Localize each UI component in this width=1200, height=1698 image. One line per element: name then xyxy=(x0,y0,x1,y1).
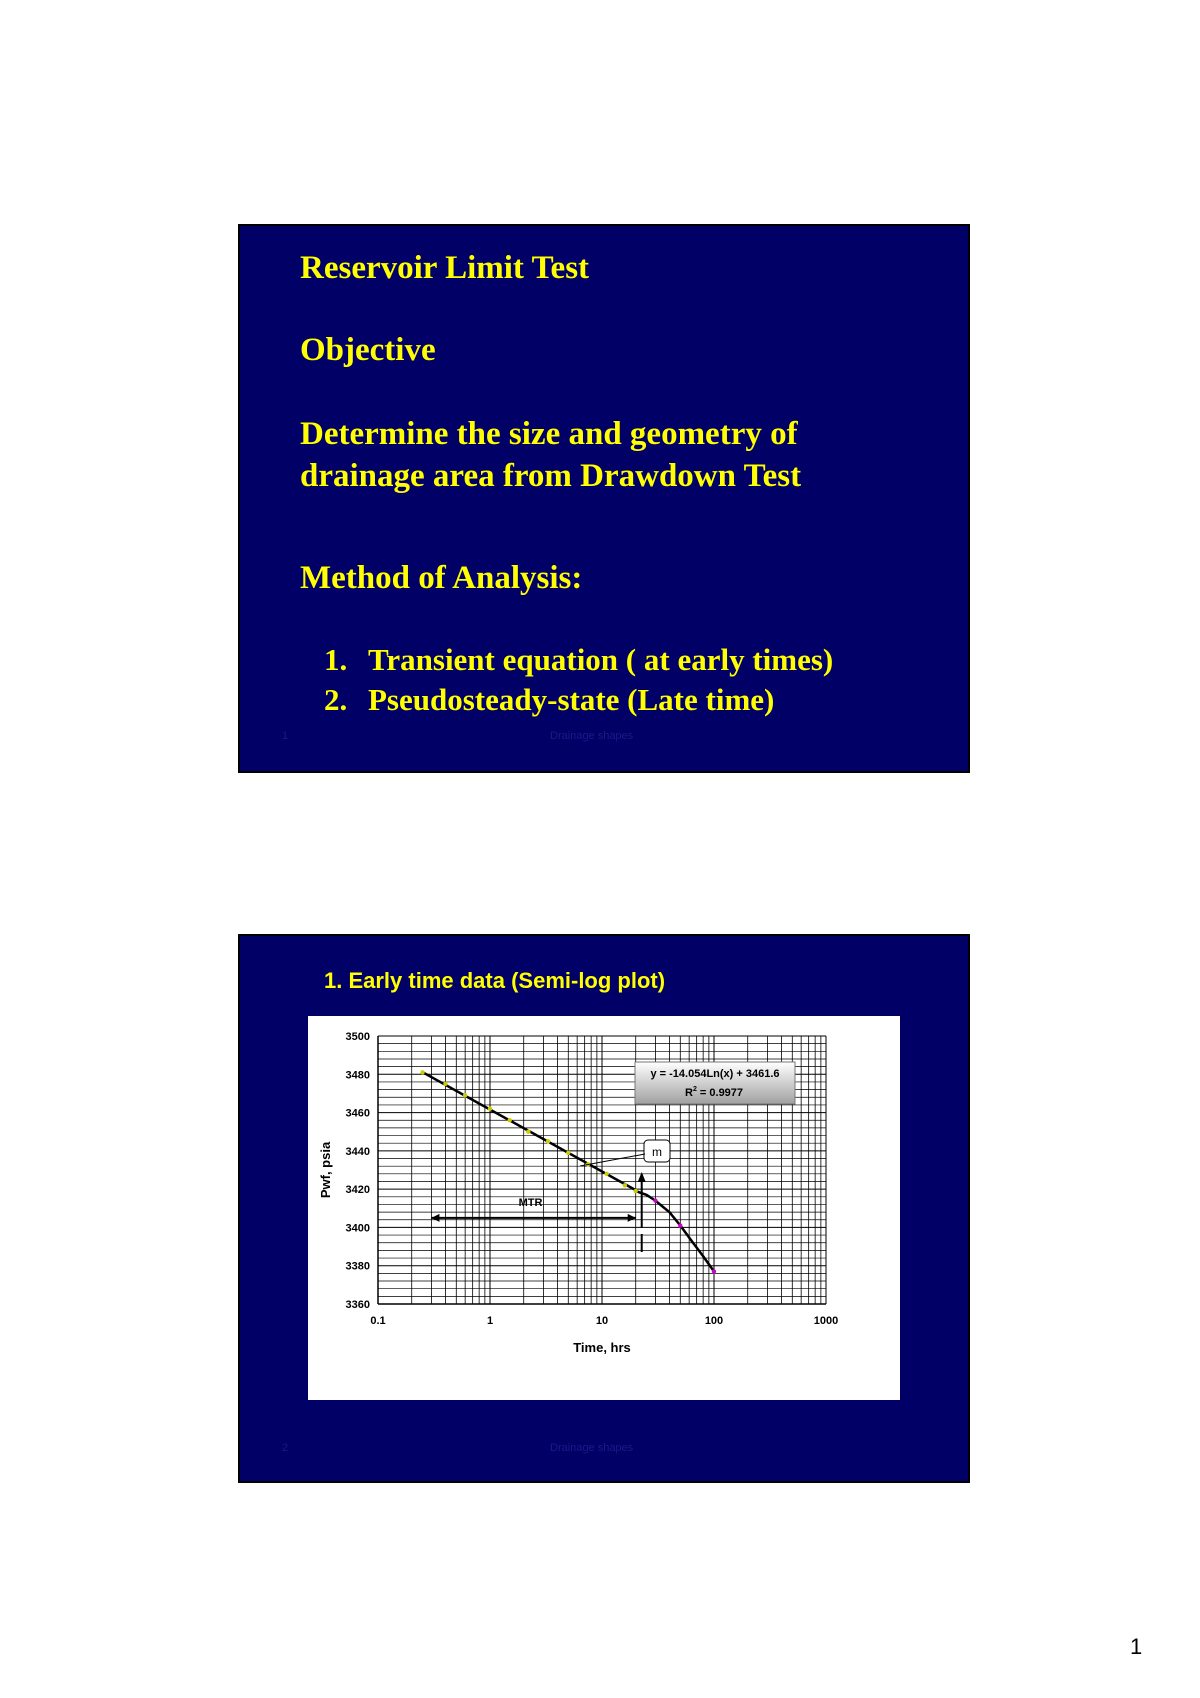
slide-number: 1 xyxy=(282,730,289,742)
data-point xyxy=(712,1269,716,1273)
y-axis-label: Pwf, psia xyxy=(318,1141,333,1199)
list-item-1-num: 1. xyxy=(324,642,348,677)
data-point xyxy=(566,1151,570,1155)
x-tick-label: 1 xyxy=(486,1315,494,1327)
data-point xyxy=(546,1139,550,1143)
y-tick-label: 3380 xyxy=(345,1260,370,1273)
data-point xyxy=(653,1198,657,1202)
mtr-arrowhead-left xyxy=(431,1214,439,1222)
y-tick-label: 3420 xyxy=(345,1184,370,1197)
slide-2 xyxy=(238,934,970,1483)
slide-title: Reservoir Limit Test xyxy=(300,250,590,286)
x-tick-label: 100 xyxy=(704,1315,724,1327)
m-callout-label: m xyxy=(652,1145,662,1159)
y-tick-label: 3500 xyxy=(345,1031,370,1043)
x-tick-label: 0.1 xyxy=(370,1315,386,1327)
x-tick-label: 10 xyxy=(595,1315,609,1327)
y-tick-label: 3480 xyxy=(345,1069,370,1082)
mtr-arrowhead-right xyxy=(628,1214,636,1222)
data-point xyxy=(463,1093,467,1097)
y-tick-label: 3460 xyxy=(345,1107,370,1120)
annotations xyxy=(431,1062,795,1252)
y-tick-label: 3360 xyxy=(345,1299,370,1311)
data-point xyxy=(526,1130,530,1134)
list-item-2-text: Pseudosteady-state (Late time) xyxy=(368,682,775,717)
data-point xyxy=(488,1107,492,1111)
slide-footer: Drainage shapes xyxy=(550,730,634,742)
r-squared-text: $R^2 = 0.9977$ xyxy=(685,1086,744,1099)
objective-line-1: Determine the size and geometry of xyxy=(300,416,798,452)
chart-area xyxy=(308,1016,900,1400)
list-item-1-text: Transient equation ( at early times) xyxy=(368,642,834,677)
mtr-label: MTR xyxy=(518,1196,543,1209)
x-axis-label: Time, hrs xyxy=(573,1340,631,1355)
objective-line-2: drainage area from Drawdown Test xyxy=(300,458,802,494)
data-point xyxy=(443,1082,447,1086)
list-item-2-num: 2. xyxy=(324,682,348,717)
data-point xyxy=(604,1172,608,1176)
slide-footer: Drainage shapes xyxy=(550,1442,634,1454)
y-tick-label: 3400 xyxy=(345,1222,370,1235)
slide-1 xyxy=(238,224,970,773)
page-number: 1 xyxy=(1130,1634,1143,1659)
data-point xyxy=(634,1189,638,1193)
late-time-curve xyxy=(636,1191,714,1271)
semilog-chart xyxy=(308,1016,900,1400)
data-point xyxy=(623,1183,627,1187)
slide-title: 1. Early time data (Semi-log plot) xyxy=(324,968,666,993)
x-tick-label: 1000 xyxy=(813,1315,839,1327)
m-callout-pointer xyxy=(580,1154,645,1166)
slide-number: 2 xyxy=(282,1442,289,1454)
method-heading: Method of Analysis: xyxy=(300,560,583,596)
data-point xyxy=(678,1223,682,1227)
y-tick-label: 3440 xyxy=(345,1145,370,1158)
equation-text: y = -14.054Ln(x) + 3461.6 xyxy=(650,1068,780,1080)
objective-heading: Objective xyxy=(300,332,436,368)
data-point xyxy=(508,1118,512,1122)
data-point xyxy=(420,1070,424,1074)
